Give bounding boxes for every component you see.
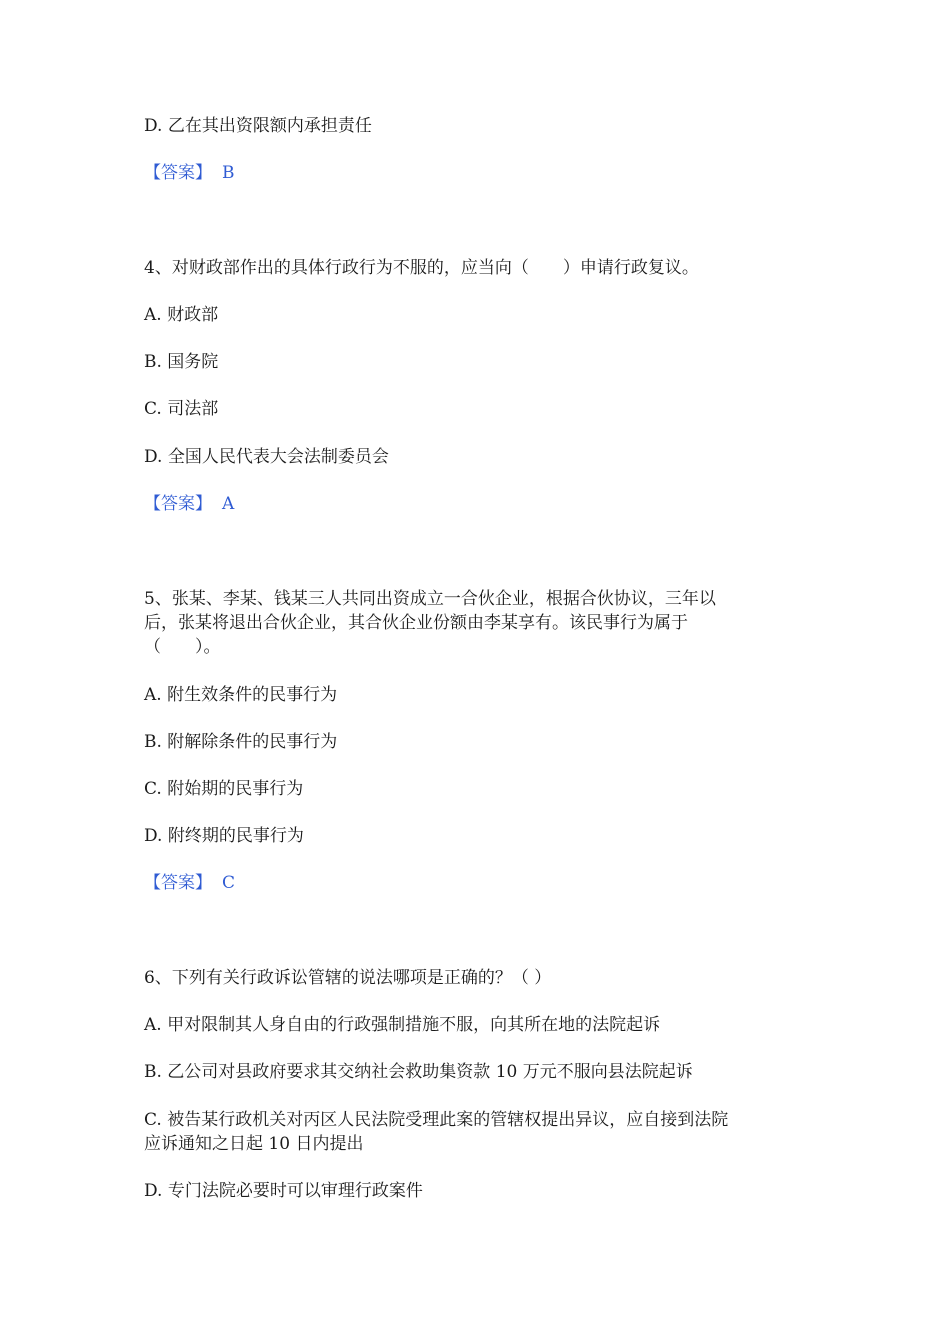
q4-stem: 4、对财政部作出的具体行政行为不服的，应当向（ ）申请行政复议。	[144, 258, 699, 278]
q3-option-d: D. 乙在其出资限额内承担责任	[144, 116, 372, 136]
q6-option-a: A. 甲对限制其人身自由的行政强制措施不服，向其所在地的法院起诉	[144, 1015, 661, 1035]
q6-option-b: B. 乙公司对县政府要求其交纳社会救助集资款 10 万元不服向县法院起诉	[144, 1062, 693, 1082]
q4-option-d: D. 全国人民代表大会法制委员会	[144, 447, 389, 467]
q4-answer	[144, 492, 234, 516]
q6-option-d: D. 专门法院必要时可以审理行政案件	[144, 1181, 423, 1201]
q5-option-a: A. 附生效条件的民事行为	[144, 685, 338, 705]
answer-value: A	[222, 494, 235, 514]
q5-option-b: B. 附解除条件的民事行为	[144, 732, 338, 752]
answer-value: C	[222, 873, 236, 893]
q6-option-c-line-1: C. 被告某行政机关对丙区人民法院受理此案的管辖权提出异议，应自接到法院	[144, 1110, 729, 1130]
q5-stem-line-2: 后，张某将退出合伙企业，其合伙企业份额由李某享有。该民事行为属于	[144, 613, 688, 633]
q4-option-a: A. 财政部	[144, 305, 219, 325]
answer-label: 【答案】	[144, 163, 212, 183]
q6-stem: 6、下列有关行政诉讼管辖的说法哪项是正确的？（ ）	[144, 968, 552, 988]
answer-value: B	[222, 163, 235, 183]
q5-option-c: C. 附始期的民事行为	[144, 779, 304, 799]
answer-label: 【答案】	[144, 494, 212, 514]
answer-label: 【答案】	[144, 873, 212, 893]
q4-option-c: C. 司法部	[144, 399, 219, 419]
q3-answer	[144, 161, 235, 185]
q5-option-d: D. 附终期的民事行为	[144, 826, 304, 846]
q4-option-b: B. 国务院	[144, 352, 219, 372]
q6-option-c-line-2: 应诉通知之日起 10 日内提出	[144, 1134, 364, 1154]
q5-stem-line-3: （ ）。	[144, 637, 221, 657]
q5-answer	[144, 871, 235, 895]
q5-stem-line-1: 5、张某、李某、钱某三人共同出资成立一合伙企业，根据合伙协议，三年以	[144, 589, 716, 609]
